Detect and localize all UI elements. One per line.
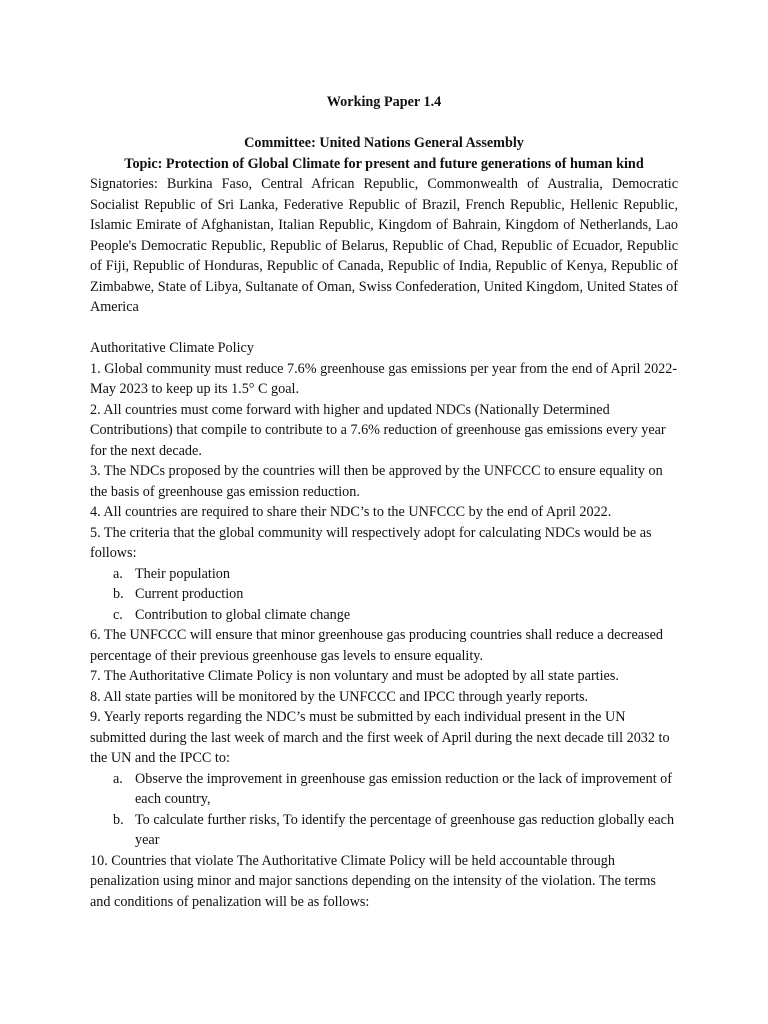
document-page xyxy=(90,92,678,912)
list-marker: b. xyxy=(113,586,124,602)
list-item xyxy=(90,769,678,810)
list-marker: a. xyxy=(113,770,123,787)
list-item xyxy=(90,810,678,851)
clause-9-sublist xyxy=(90,769,678,851)
list-item-text: Current production xyxy=(135,586,244,602)
clause-9: 9. Yearly reports regarding the NDC’s must be submitted by each individual present in the UN submitted during the last week of march and the first week of April during the next decade till 2032 to the UN and the IPCC to: xyxy=(90,709,670,766)
list-item-text: To calculate further risks, To identify the percentage of greenhouse gas reduction globally each year xyxy=(135,811,675,848)
clause-3: 3. The NDCs proposed by the countries will then be approved by the UNFCCC to ensure equality on the basis of greenhouse gas emission reduction. xyxy=(90,463,663,500)
topic-heading: Topic: Protection of Global Climate for present and future generations of human kind xyxy=(124,155,644,172)
clause-5: 5. The criteria that the global community will respectively adopt for calculating NDCs would be as follows: xyxy=(90,524,652,561)
committee-heading: Committee: United Nations General Assembly xyxy=(244,135,524,151)
clause-8: 8. All state parties will be monitored by the UNFCCC and IPCC through yearly reports. xyxy=(90,688,589,705)
signatories-paragraph: Signatories: Burkina Faso, Central African Republic, Commonwealth of Australia, Democratic Socialist Republic of Sri Lanka, Federative Republic of Brazil, French Republic, Hellenic Republic, Islamic Emirate of Afghanistan, Italian Republic, Kingdom of Bahrain, Kingdom of Netherlands, Lao People's Democratic Republic, Republic of Belarus, Republic of Chad, Republic of Ecuador, Republic of Fiji, Republic of Honduras, Republic of Canada, Republic of India, Republic of Kenya, Republic of Zimbabwe, State of Libya, Sultanate of Oman, Swiss Confederation, United Kingdom, United States of America xyxy=(90,176,678,315)
list-item xyxy=(90,584,678,605)
list-item xyxy=(90,605,678,626)
clause-4: 4. All countries are required to share their NDC’s to the UNFCCC by the end of April 2022. xyxy=(90,504,612,520)
list-item-text: Their population xyxy=(135,565,230,582)
list-marker: b. xyxy=(113,811,124,828)
spacer xyxy=(90,113,678,134)
document-title: Working Paper 1.4 xyxy=(326,94,442,110)
list-marker: a. xyxy=(113,565,123,582)
clause-5-sublist xyxy=(90,564,678,626)
clause-6: 6. The UNFCCC will ensure that minor greenhouse gas producing countries shall reduce a decreased percentage of their previous greenhouse gas levels to ensure equality. xyxy=(90,627,663,664)
list-item-text: Observe the improvement in greenhouse gas emission reduction or the lack of improvement of each country, xyxy=(135,770,673,807)
clause-10: 10. Countries that violate The Authoritative Climate Policy will be held accountable through penalization using minor and major sanctions depending on the intensity of the violation. The terms and conditions of penalization will be as follows: xyxy=(90,852,656,910)
list-marker: c. xyxy=(113,606,123,623)
clause-2: 2. All countries must come forward with higher and updated NDCs (Nationally Determined Contributions) that compile to contribute to a 7.6% reduction of greenhouse gas emissions every year for the next decade. xyxy=(90,401,666,459)
section-heading: Authoritative Climate Policy xyxy=(90,340,254,356)
spacer xyxy=(90,318,678,339)
list-item-text: Contribution to global climate change xyxy=(135,606,351,623)
clause-7: 7. The Authoritative Climate Policy is non voluntary and must be adopted by all state parties. xyxy=(90,668,619,684)
list-item xyxy=(90,564,678,585)
clause-1: 1. Global community must reduce 7.6% greenhouse gas emissions per year from the end of April 2022- May 2023 to keep up its 1.5° C goal. xyxy=(90,360,678,397)
